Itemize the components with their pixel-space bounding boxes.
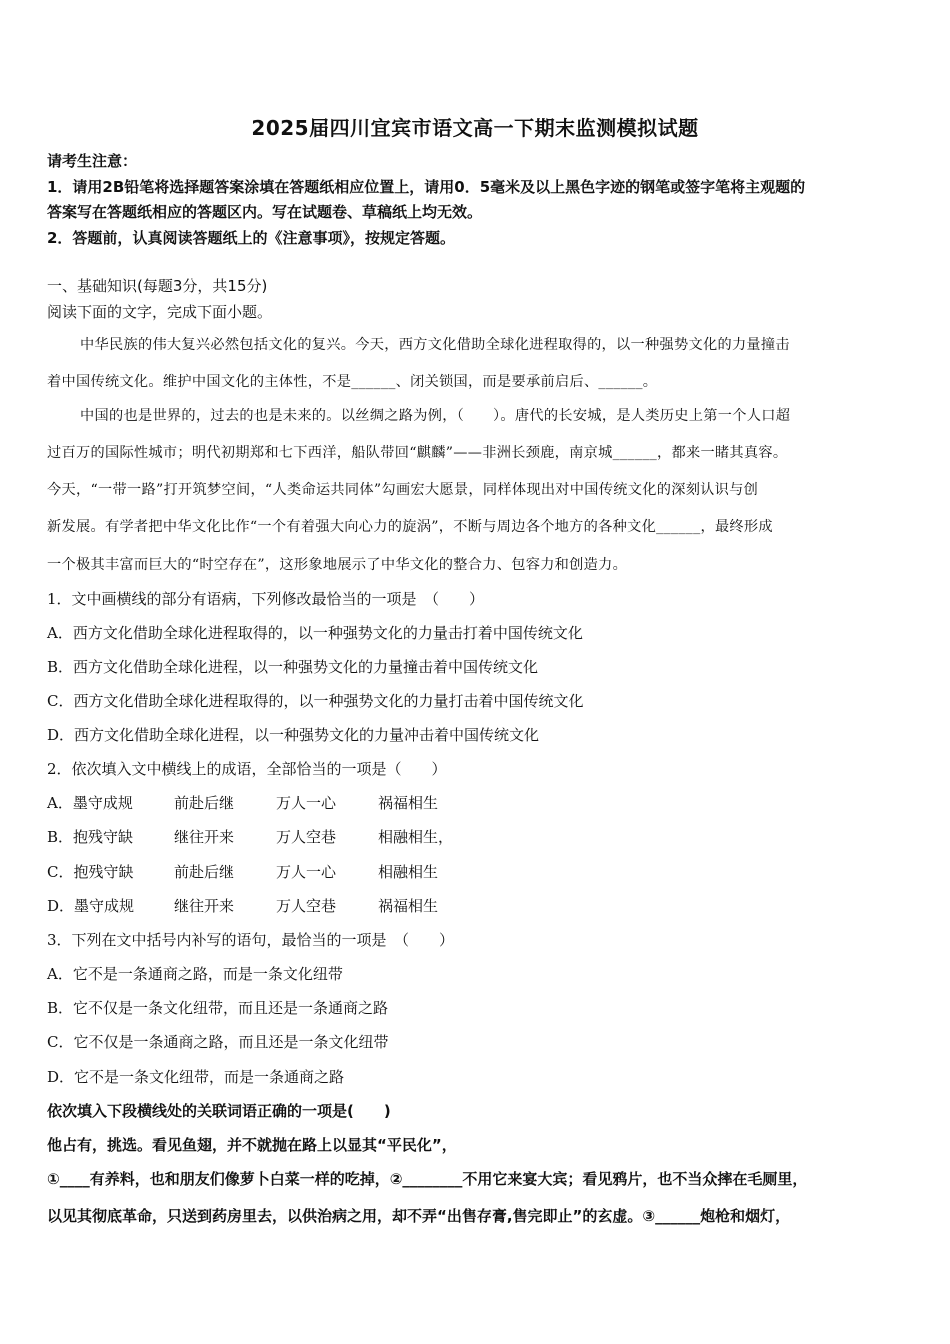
q1-option-c: C．西方文化借助全球化进程取得的，以一种强势文化的力量打击着中国传统文化	[47, 692, 584, 710]
passage-line: 中华民族的伟大复兴必然包括文化的复兴。今天，西方文化借助全球化进程取得的，以一种强势文化的力量撞击	[80, 337, 790, 353]
passage-line: 新发展。有学者把中华文化比作“一个有着强大向心力的旋涡”，不断与周边各个地方的各种文化______，最终形成	[47, 519, 773, 535]
q2-option-a	[47, 793, 438, 813]
option-word: 万人一心	[276, 863, 337, 881]
q2-option-c	[47, 862, 438, 882]
q3-stem: 3．下列在文中括号内补写的语句，最恰当的一项是 （ ）	[47, 931, 455, 949]
q1-option-a: A．西方文化借助全球化进程取得的，以一种强势文化的力量击打着中国传统文化	[47, 624, 583, 642]
option-word: 万人空巷	[276, 828, 337, 846]
passage-line: 一个极其丰富而巨大的“时空存在”，这形象地展示了中华文化的整合力、包容力和创造力。	[47, 557, 628, 573]
option-word: A．墨守成规	[47, 794, 133, 812]
option-word: 继往开来	[174, 828, 235, 846]
option-word: 祸福相生	[378, 897, 439, 915]
option-word: 前赴后继	[174, 794, 235, 812]
notice-line-1: 1．请用2B铅笔将选择题答案涂填在答题纸相应位置上，请用0．5毫米及以上黑色字迹的钢笔或签字笔将主观题的	[47, 178, 806, 196]
q3-option-b: B．它不仅是一条文化纽带，而且还是一条通商之路	[47, 999, 389, 1017]
q4-line-2: ①____有养料，也和朋友们像萝卜白菜一样的吃掉，②________不用它来宴大宾；看见鸦片，也不当众摔在毛厕里，	[47, 1170, 808, 1188]
option-word: 相融相生，	[378, 828, 454, 846]
option-word: 万人空巷	[276, 897, 337, 915]
option-word: D．墨守成规	[47, 897, 135, 915]
passage-line: 着中国传统文化。维护中国文化的主体性，不是______、闭关锁国，而是要承前启后、______。	[47, 374, 658, 390]
notice-line-3: 2．答题前，认真阅读答题纸上的《注意事项》，按规定答题。	[47, 229, 455, 247]
q1-option-d: D．西方文化借助全球化进程，以一种强势文化的力量冲击着中国传统文化	[47, 726, 540, 744]
q1-stem: 1．文中画横线的部分有语病，下列修改最恰当的一项是 （ ）	[47, 590, 485, 608]
q2-stem: 2．依次填入文中横线上的成语，全部恰当的一项是（ ）	[47, 760, 447, 778]
q3-option-d: D．它不是一条文化纽带，而是一条通商之路	[47, 1068, 345, 1086]
q1-option-b: B．西方文化借助全球化进程，以一种强势文化的力量撞击着中国传统文化	[47, 658, 539, 676]
q3-option-c: C．它不仅是一条通商之路，而且还是一条文化纽带	[47, 1033, 389, 1051]
q4-line-3: 以见其彻底革命，只送到药房里去，以供治病之用，却不弄“出售存膏,售完即止”的玄虚。③______炮枪和烟灯，	[47, 1207, 791, 1225]
passage-line: 中国的也是世界的，过去的也是未来的。以丝绸之路为例，（ ）。唐代的长安城，是人类历史上第一个人口超	[80, 408, 791, 424]
notice-line-2: 答案写在答题纸相应的答题区内。写在试题卷、草稿纸上均无效。	[47, 203, 483, 221]
section-heading: 一、基础知识(每题3分，共15分)	[47, 277, 268, 295]
option-word: 相融相生	[378, 863, 439, 881]
exam-title: 2025届四川宜宾市语文高一下期末监测模拟试题	[251, 116, 699, 140]
option-word: 祸福相生	[378, 794, 439, 812]
section-instruction: 阅读下面的文字，完成下面小题。	[47, 303, 273, 321]
q2-option-b	[47, 827, 453, 847]
q2-option-d	[47, 896, 438, 916]
q3-option-a: A．它不是一条通商之路，而是一条文化纽带	[47, 965, 343, 983]
option-word: C．抱残守缺	[47, 863, 134, 881]
passage-line: 过百万的国际性城市；明代初期郑和七下西洋，船队带回“麒麟”——非洲长颈鹿，南京城______，都来一睹其真容。	[47, 445, 788, 461]
option-word: 前赴后继	[174, 863, 235, 881]
option-word: B．抱残守缺	[47, 828, 134, 846]
passage-line: 今天，“一带一路”打开筑梦空间，“人类命运共同体”勾画宏大愿景，同样体现出对中国传统文化的深刻认识与创	[47, 482, 759, 498]
q4-stem: 依次填入下段横线处的关联词语正确的一项是( )	[47, 1102, 391, 1120]
q4-line-1: 他占有，挑选。看见鱼翅，并不就抛在路上以显其“平民化”，	[47, 1136, 457, 1154]
notice-heading: 请考生注意：	[47, 152, 138, 170]
option-word: 万人一心	[276, 794, 337, 812]
option-word: 继往开来	[174, 897, 235, 915]
